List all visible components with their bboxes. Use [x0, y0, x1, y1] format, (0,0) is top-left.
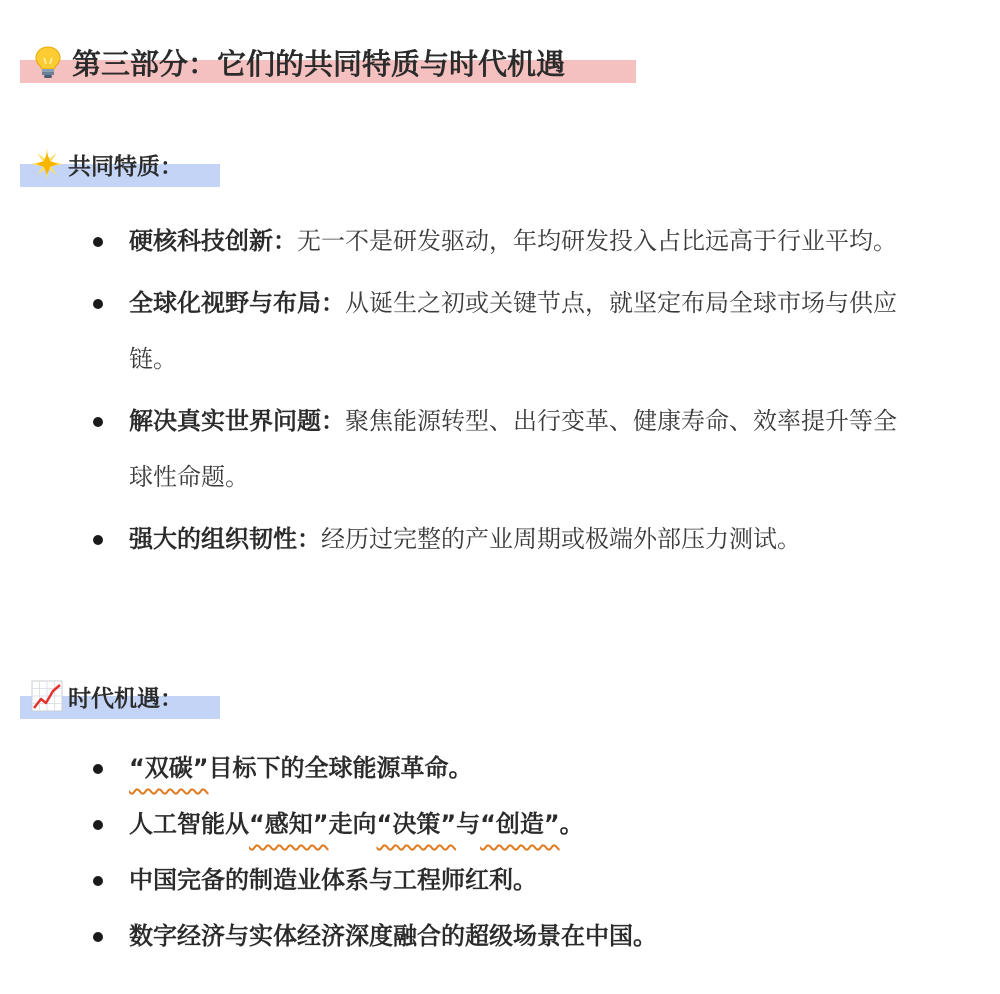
feature-term: 解决真实世界问题：: [129, 407, 345, 435]
text-segment: 目标下的全球能源革命。: [208, 754, 473, 782]
list-item: [0, 740, 919, 796]
feature-desc: 经历过完整的产业周期或极端外部压力测试。: [321, 525, 801, 553]
text-segment: 与: [456, 810, 481, 838]
text-segment: 数字经济与实体经济深度融合的超级场景在中国。: [129, 922, 657, 950]
feature-term: 硬核科技创新：: [129, 227, 297, 255]
feature-desc: 从诞生之初或关键节点，就坚定布局全球市场与供应链。: [129, 289, 897, 373]
list-item: [0, 275, 919, 387]
highlight-term: “创造”: [480, 810, 560, 838]
text-segment: 。: [559, 810, 584, 838]
features-heading: 共同特质：: [68, 153, 183, 180]
list-item: [0, 852, 919, 908]
bullet: [93, 237, 103, 247]
glowing-star-icon: [30, 147, 64, 181]
bullet: [93, 299, 103, 309]
text-segment: 人工智能从: [129, 810, 249, 838]
bullet: [93, 876, 103, 886]
feature-desc: 聚焦能源转型、出行变革、健康寿命、效率提升等全球性命题。: [129, 407, 897, 491]
text-segment: 走向: [328, 810, 377, 838]
bullet: [93, 932, 103, 942]
page-title: 第三部分：它们的共同特质与时代机遇: [72, 46, 566, 81]
highlight-term: “双碳”: [129, 754, 209, 782]
feature-desc: 无一不是研发驱动，年均研发投入占比远高于行业平均。: [297, 227, 897, 255]
list-item: [0, 908, 919, 964]
text-segment: 中国完备的制造业体系与工程师红利。: [129, 866, 537, 894]
bullet: [93, 417, 103, 427]
lightbulb-icon: [30, 44, 66, 80]
opportunities-heading: 时代机遇：: [68, 685, 183, 712]
bullet: [93, 820, 103, 830]
bullet: [93, 535, 103, 545]
list-item: [0, 213, 919, 269]
feature-term: 强大的组织韧性：: [129, 525, 321, 553]
feature-term: 全球化视野与布局：: [129, 289, 345, 317]
bullet: [93, 764, 103, 774]
list-item: [0, 393, 919, 505]
opportunities-list: [0, 740, 1000, 964]
list-item: [0, 796, 919, 852]
highlight-term: “决策”: [376, 810, 457, 838]
highlight-term: “感知”: [249, 810, 329, 838]
list-item: [0, 511, 919, 567]
features-list: [0, 213, 1000, 573]
chart-increasing-icon: [30, 679, 64, 713]
